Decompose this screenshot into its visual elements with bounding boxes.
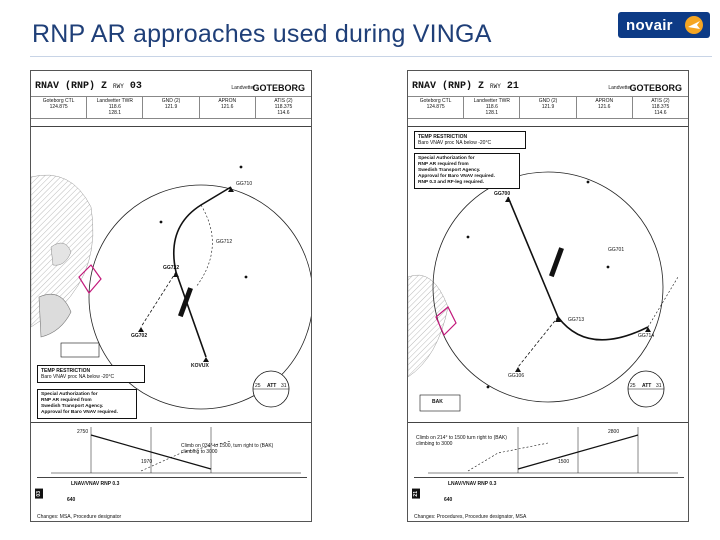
temp-restriction-box: TEMP RESTRICTION Baro VNAV proc NA below -20°C	[37, 365, 145, 383]
fix-label: GG722	[163, 265, 180, 271]
briefing-strip	[408, 118, 688, 127]
freq-cell: GND (2) 121.9	[143, 97, 199, 118]
fix-label: GG701	[608, 247, 625, 253]
header-rule	[30, 56, 712, 57]
minima-value: 640	[67, 497, 76, 503]
plan-view	[31, 127, 311, 423]
profile-view	[408, 423, 688, 522]
msa-n: 25	[630, 383, 636, 389]
freq-cell: APRON 121.6	[200, 97, 256, 118]
freq-cell: GND (2) 121.9	[520, 97, 576, 118]
approach-chart-rwy03	[30, 70, 312, 522]
approach-chart-rwy21	[407, 70, 689, 522]
freq-cell: Landvetter TWR 118.6 128.1	[464, 97, 520, 118]
profile-altitude: 1500	[558, 459, 570, 465]
chart-city: GOTEBORG	[629, 83, 682, 93]
plane-burst-icon	[684, 15, 704, 35]
msa-s: 31	[281, 383, 287, 389]
missed-approach-text: Climb on 214° to 1500 turn right to (BAK) climbing to 3000	[416, 435, 507, 447]
fix-label: BAK	[432, 399, 443, 405]
msa-centre: ATT	[267, 383, 277, 389]
frequency-row	[31, 96, 311, 118]
chart-city-prefix: Landvetter	[608, 85, 632, 91]
freq-cell: APRON 121.6	[577, 97, 633, 118]
chart-city: GOTEBORG	[252, 83, 305, 93]
novair-logo	[618, 12, 710, 38]
missed-approach-text: Climb on 034° to 1500, turn right to (BAK) climbing to 3000	[181, 443, 274, 455]
profile-drawing	[408, 423, 688, 483]
changes-note: Changes: Procedures, Procedure designator, MSA	[414, 514, 527, 520]
minima-title: LNAV/VNAV RNP 0.3	[448, 481, 497, 487]
fix-label: GG710	[236, 181, 253, 187]
frequency-row	[408, 96, 688, 118]
slide-title: RNP AR approaches used during VINGA	[32, 20, 492, 48]
freq-cell: ATIS (2) 118.375 114.6	[274, 98, 293, 116]
fix-label: GG700	[494, 191, 511, 197]
fix-label: GG714	[638, 333, 655, 339]
fix-label: KOVUX	[191, 363, 209, 369]
profile-altitude: 2800	[608, 429, 620, 435]
chart-title: RNAV (RNP) Z RWY 21	[412, 81, 519, 92]
minima-value: 640	[444, 497, 453, 503]
msa-s: 31	[656, 383, 662, 389]
logo-text: novair	[626, 16, 673, 34]
fix-label: GG713	[568, 317, 585, 323]
msa-centre: ATT	[642, 383, 652, 389]
fix-label: GG702	[131, 333, 148, 339]
plan-view	[408, 127, 688, 423]
freq-cell: Goteborg CTL 124.875	[408, 97, 464, 118]
profile-view	[31, 423, 311, 522]
freq-cell: ATIS (2) 118.375 114.6	[651, 98, 670, 116]
special-authorization-box: Special Authorization for RNP AR required from Swedish Transport Agency. Approval for Baro VNAV required.	[37, 389, 137, 419]
minima-title: LNAV/VNAV RNP 0.3	[71, 481, 120, 487]
chart-city-prefix: Landvetter	[231, 85, 255, 91]
briefing-strip	[31, 118, 311, 127]
freq-cell: Goteborg CTL 124.875	[31, 97, 87, 118]
special-authorization-box: Special Authorization for RNP AR required from Swedish Transport Agency. Approval for Baro VNAV required. RNP 0.3 and RF-leg required.	[414, 153, 520, 189]
profile-altitude: 2750	[77, 429, 89, 435]
chart-title: RNAV (RNP) Z RWY 03	[35, 81, 142, 92]
profile-altitude: 1970	[141, 459, 153, 465]
changes-note: Changes: MSA, Procedure designator	[37, 514, 122, 520]
chart-header	[408, 71, 688, 127]
rwy-tab: 03	[36, 491, 42, 497]
fix-label: GG712	[216, 239, 233, 245]
rwy-tab: 21	[413, 491, 419, 497]
chart-header	[31, 71, 311, 127]
temp-restriction-box: TEMP RESTRICTION Baro VNAV proc NA below -20°C	[414, 131, 526, 149]
msa-n: 25	[255, 383, 261, 389]
fix-label: GG106	[508, 373, 525, 379]
slide-header	[0, 0, 720, 58]
freq-cell: Landvetter TWR 118.6 128.1	[87, 97, 143, 118]
